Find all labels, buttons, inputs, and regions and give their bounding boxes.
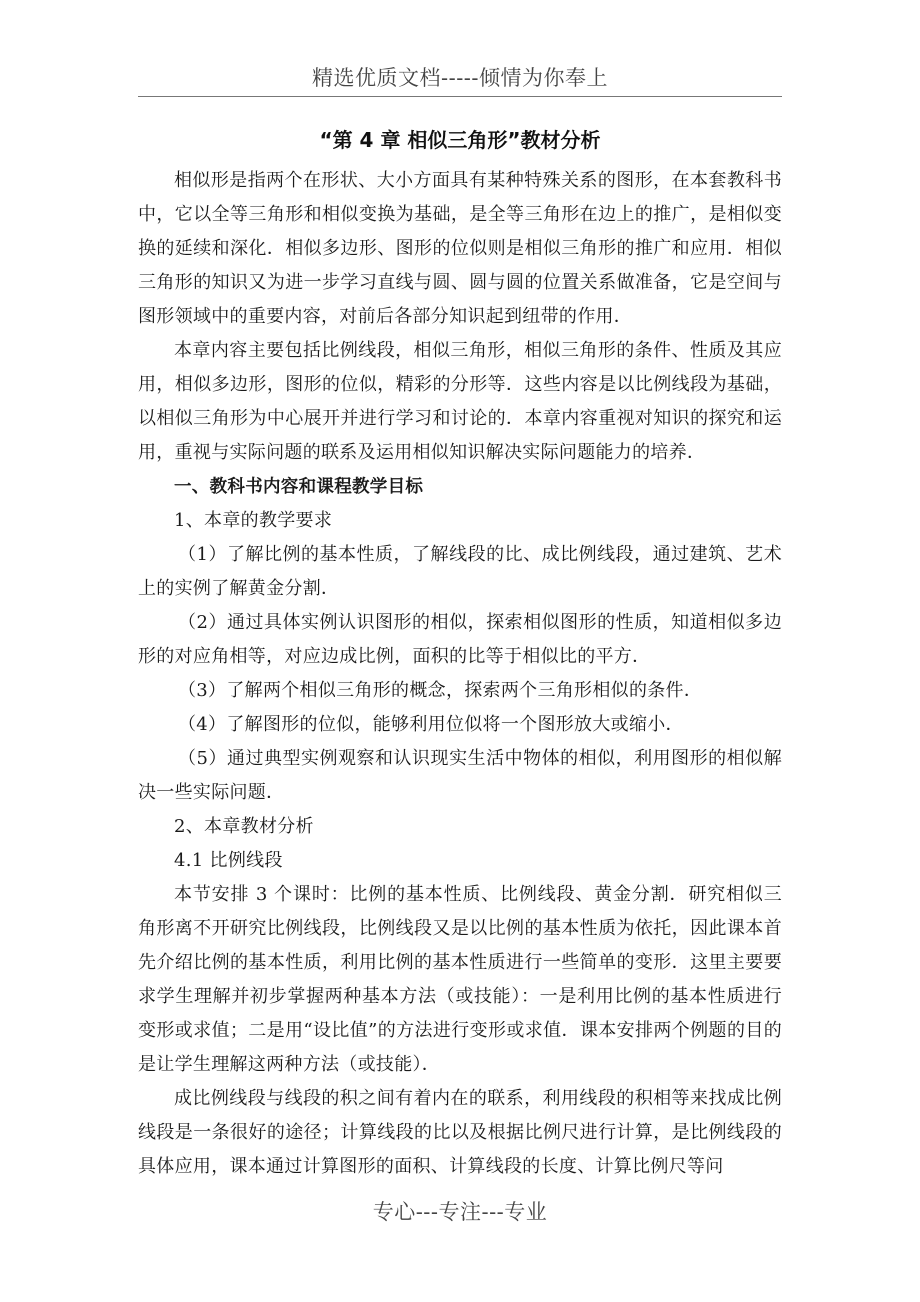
paragraph-chapter-content: 本章内容主要包括比例线段，相似三角形，相似三角形的条件、性质及其应用，相似多边形，图形的位似，精彩的分形等．这些内容是以比例线段为基础，以相似三角形为中心展开并进行学习和讨论的．本章内容重视对知识的探究和运用，重视与实际问题的联系及运用相似知识解决实际问题能力的培养．	[138, 340, 782, 463]
subheading-section-4-1: 4.1 比例线段	[174, 850, 283, 871]
document-title: “第 4 章 相似三角形”教材分析	[319, 128, 601, 152]
subheading-requirements: 1、本章的教学要求	[174, 510, 333, 531]
paragraph-intro: 相似形是指两个在形状、大小方面具有某种特殊关系的图形，在本套教科书中，它以全等三角形和相似变换为基础，是全等三角形在边上的推广，是相似变换的延续和深化．相似多边形、图形的位似则是相似三角形的推广和应用．相似三角形的知识又为进一步学习直线与圆、圆与圆的位置关系做准备，它是空间与图形领域中的重要内容，对前后各部分知识起到纽带的作用．	[138, 170, 782, 327]
page-footer: 专心---专注---专业	[372, 1200, 548, 1224]
requirement-item-1: （1）了解比例的基本性质，了解线段的比、成比例线段，通过建筑、艺术上的实例了解黄金分割．	[138, 544, 782, 599]
page-header: 精选优质文档-----倾情为你奉上	[312, 66, 608, 90]
requirement-item-3: （3）了解两个相似三角形的概念，探索两个三角形相似的条件．	[178, 680, 703, 701]
subheading-analysis: 2、本章教材分析	[174, 816, 314, 837]
requirement-item-5: （5）通过典型实例观察和认识现实生活中物体的相似，利用图形的相似解决一些实际问题．	[138, 748, 782, 803]
requirement-item-2: （2）通过具体实例认识图形的相似，探索相似图形的性质，知道相似多边形的对应角相等，对应边成比例，面积的比等于相似比的平方．	[138, 612, 782, 667]
section-heading-objectives: 一、教科书内容和课程教学目标	[174, 477, 424, 497]
requirement-item-4: （4）了解图形的位似，能够利用位似将一个图形放大或缩小．	[178, 714, 684, 735]
header-divider	[138, 96, 782, 97]
paragraph-section-4-1: 本节安排 3 个课时：比例的基本性质、比例线段、黄金分割．研究相似三角形离不开研究比例线段，比例线段又是以比例的基本性质为依托，因此课本首先介绍比例的基本性质，利用比例的基本性质进行一些简单的变形．这里主要要求学生理解并初步掌握两种基本方法（或技能）：一是利用比例的基本性质进行变形或求值；二是用“设比值”的方法进行变形或求值．课本安排两个例题的目的是让学生理解这两种方法（或技能）．	[138, 884, 782, 1075]
document-body	[138, 164, 782, 1184]
paragraph-proportional-segments: 成比例线段与线段的积之间有着内在的联系，利用线段的积相等来找成比例线段是一条很好的途径；计算线段的比以及根据比例尺进行计算，是比例线段的具体应用，课本通过计算图形的面积、计算线段的长度、计算比例尺等问	[138, 1088, 782, 1177]
